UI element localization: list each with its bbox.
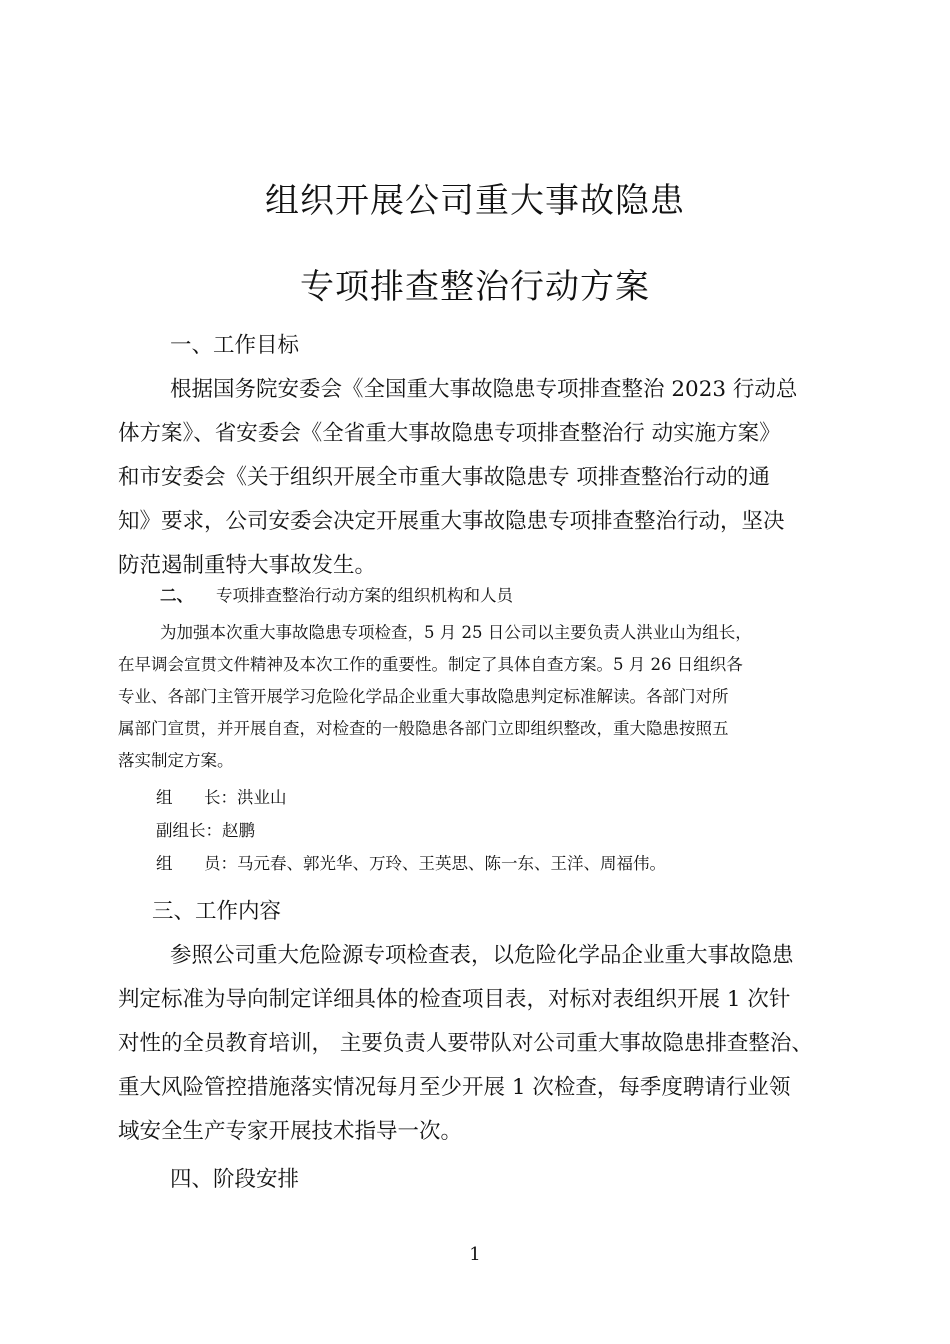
title-line-2: 专项排查整治行动方案 — [300, 266, 650, 307]
title-line-1: 组织开展公司重大事故隐患 — [265, 180, 685, 221]
section-3-line-5: 域安全生产专家开展技术指导一次。 — [118, 1119, 463, 1144]
section-2-line-4: 属部门宣贯，并开展自查，对检查的一般隐患各部门立即组织整改，重大隐患按照五 — [118, 719, 729, 738]
section-1-heading: 一、工作目标 — [170, 333, 300, 358]
member-value: 洪业山 — [236, 788, 287, 807]
section-2-line-1: 为加强本次重大事故隐患专项检查，5 月 25 日公司以主要负责人洪业山为组长， — [160, 623, 752, 642]
section-1-line-2: 体方案》、省安委会《全省重大事故隐患专项排查整治行 动实施方案》 — [118, 421, 781, 446]
member-label: 组 员： — [156, 854, 237, 873]
member-row-deputy — [156, 815, 255, 847]
member-value: 马元春、郭光华、万玲、王英思、陈一东、王洋、周福伟。 — [236, 854, 666, 873]
section-3-line-4: 重大风险管控措施落实情况每月至少开展 1 次检查，每季度聘请行业领 — [118, 1075, 791, 1100]
member-label: 组 长： — [156, 788, 237, 807]
member-row-leader — [156, 782, 286, 814]
section-2-line-2: 在早调会宣贯文件精神及本次工作的重要性。制定了具体自查方案。5 月 26 日组织各 — [118, 655, 743, 674]
section-3-heading: 三、工作内容 — [152, 899, 282, 924]
page-number: 1 — [469, 1244, 481, 1265]
section-1-line-4: 知》要求，公司安委会决定开展重大事故隐患专项排查整治行动，坚决 — [118, 509, 785, 534]
member-label: 副组长： — [156, 821, 222, 840]
section-1-line-5: 防范遏制重特大事故发生。 — [118, 553, 377, 578]
section-1-line-3: 和市安委会《关于组织开展全市重大事故隐患专 项排查整治行动的通 — [118, 465, 770, 490]
section-3-line-1: 参照公司重大危险源专项检查表，以危险化学品企业重大事故隐患 — [170, 943, 794, 968]
section-4-heading: 四、阶段安排 — [170, 1167, 300, 1192]
section-2-line-5: 落实制定方案。 — [118, 751, 234, 770]
member-row-members — [156, 848, 666, 880]
section-2-heading-number: 二、 — [160, 586, 193, 605]
section-2-line-3: 专业、各部门主管开展学习危险化学品企业重大事故隐患判定标准解读。各部门对所 — [118, 687, 729, 706]
section-1-line-1: 根据国务院安委会《全国重大事故隐患专项排查整治 2023 行动总 — [170, 377, 798, 402]
section-3-line-3: 对性的全员教育培训， 主要负责人要带队对公司重大事故隐患排查整治、 — [118, 1031, 813, 1056]
section-2-heading-text: 专项排查整治行动方案的组织机构和人员 — [216, 586, 513, 605]
section-3-line-2: 判定标准为导向制定详细具体的检查项目表，对标对表组织开展 1 次针 — [118, 987, 791, 1012]
member-value: 赵鹏 — [222, 821, 255, 840]
